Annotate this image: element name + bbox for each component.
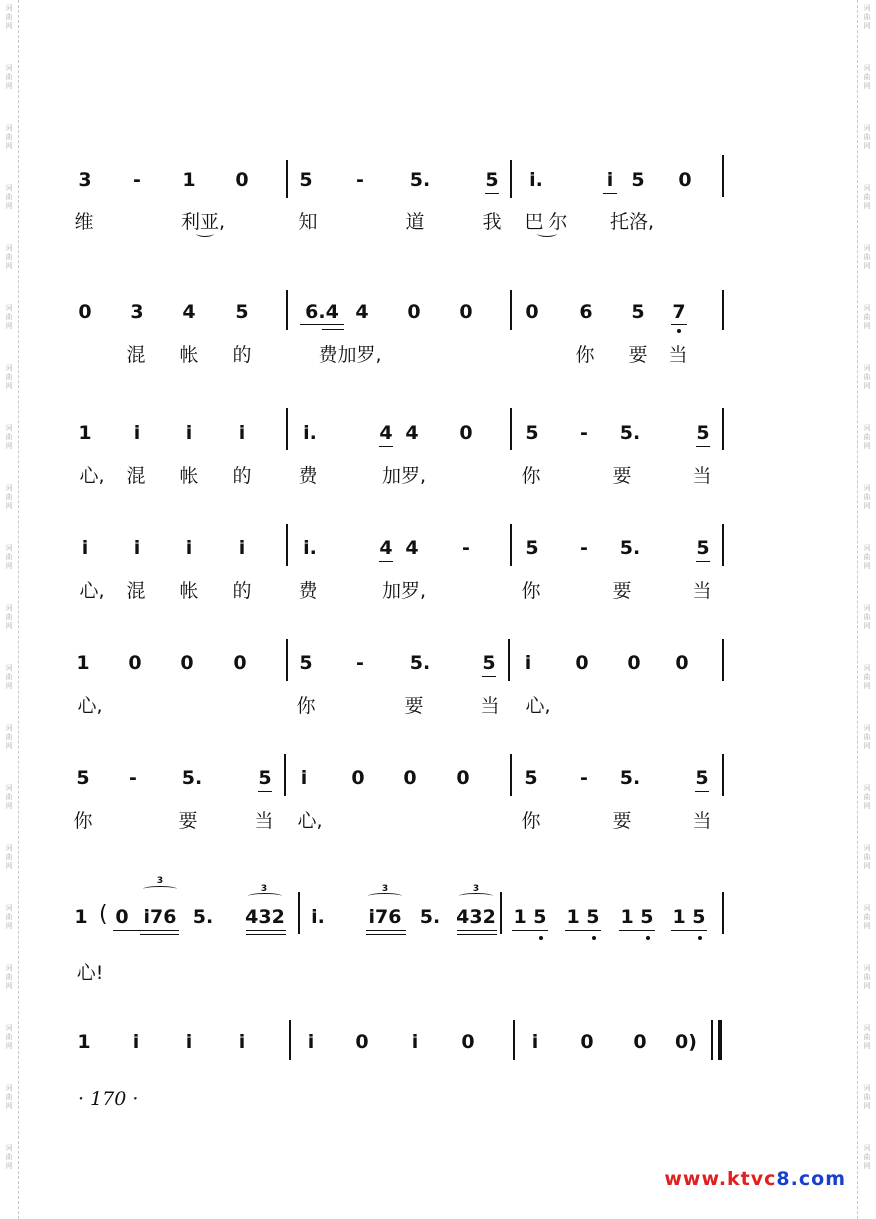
note: 5. [619,537,641,559]
note: i [524,652,532,674]
note: 1 [76,652,90,674]
underline [696,561,710,562]
watermark-text: 词 曲 网 [863,664,871,690]
note-group: i76 [368,906,402,928]
underline [258,791,272,792]
note: 0 [461,1031,475,1053]
note: i [238,1031,246,1053]
underline [366,930,406,931]
note: 3 [130,301,144,323]
right-watermark-strip [857,0,876,1219]
note: i [606,169,614,191]
watermark-text: 词 曲 网 [863,304,871,330]
lyric: 心, [297,810,323,832]
note: 4 [379,537,393,559]
note-group: 432 [456,906,496,928]
watermark-text: 词 曲 网 [863,364,871,390]
note: 0) [675,1031,697,1053]
site-prefix: www. [664,1168,728,1190]
watermark-text: 词 曲 网 [863,244,871,270]
note: i [238,537,246,559]
watermark-text: 词 曲 网 [5,124,13,150]
note: 0 [128,652,142,674]
watermark-text: 词 曲 网 [5,364,13,390]
note: 1 [74,906,88,928]
triplet-mark: 3 [381,884,389,894]
lyric: 要 [178,810,198,832]
underline [366,934,406,935]
barline [722,754,724,796]
note: 0 [525,301,539,323]
lyric: 你 [521,810,541,832]
lyric: 帐 [179,580,199,602]
note: 0 [575,652,589,674]
watermark-text: 词 曲 网 [863,724,871,750]
watermark-text: 词 曲 网 [5,784,13,810]
lyric: 你 [296,695,316,717]
note: 0 [459,301,473,323]
lyric: 要 [628,344,648,366]
watermark-text: 词 曲 网 [5,484,13,510]
triplet-mark: 3 [156,876,164,886]
watermark-text: 词 曲 网 [863,4,871,30]
underline [603,193,617,194]
slur [537,230,557,237]
note: 5 [631,169,645,191]
underline [482,676,496,677]
note: i [185,422,193,444]
note: 0 [235,169,249,191]
watermark-text: 词 曲 网 [5,244,13,270]
note: 3 [78,169,92,191]
lyric: 利亚, [180,211,226,233]
note: 0 [403,767,417,789]
note: i [238,422,246,444]
lyric: 心, [525,695,551,717]
note: 5 [76,767,90,789]
watermark-text: 词 曲 网 [5,904,13,930]
note: 1 [78,422,92,444]
underline [485,193,499,194]
note-pair: 1 5 [566,906,600,928]
dash: - [580,422,588,444]
underline [671,930,707,931]
lyric: 托洛, [609,211,655,233]
barline [286,639,288,681]
lyric: 帐 [179,465,199,487]
barline [500,892,502,934]
underline [512,930,548,931]
watermark-text: 词 曲 网 [863,904,871,930]
barline [711,1020,713,1060]
lyric: 当 [692,465,712,487]
note: 5 [235,301,249,323]
watermark-text: 词 曲 网 [5,604,13,630]
note: 5 [631,301,645,323]
barline [722,155,724,197]
lyric: 当 [692,810,712,832]
lyric: 道 [405,211,425,233]
barline [286,408,288,450]
underline [565,930,601,931]
dash: - [356,169,364,191]
lyric: 尔 [548,211,568,233]
watermark-text: 词 曲 网 [5,304,13,330]
lyric: 心, [79,465,105,487]
note: 4 [379,422,393,444]
note: i [133,537,141,559]
watermark-text: 词 曲 网 [5,184,13,210]
note: i [531,1031,539,1053]
lyric: 当 [668,344,688,366]
watermark-text: 词 曲 网 [863,424,871,450]
low-dot [539,936,543,940]
watermark-text: 词 曲 网 [863,964,871,990]
lyric: 要 [612,580,632,602]
barline [508,639,510,681]
underline [140,934,179,935]
barline [510,524,512,566]
note: 5 [696,422,710,444]
watermark-text: 词 曲 网 [863,1144,871,1170]
watermark-text: 词 曲 网 [863,544,871,570]
note: 0 [351,767,365,789]
watermark-text: 词 曲 网 [5,64,13,90]
site-watermark [664,1168,846,1190]
note-pair: 1 5 [620,906,654,928]
lyric: 帐 [179,344,199,366]
lyric: 加罗, [381,580,427,602]
note: 7 [672,301,686,323]
lyric: 我 [482,211,502,233]
lyric: 你 [521,580,541,602]
underline [695,791,709,792]
note: 5 [485,169,499,191]
watermark-text: 词 曲 网 [5,844,13,870]
note: 6 [579,301,593,323]
note: 1 [77,1031,91,1053]
lyric: 你 [73,810,93,832]
slur [196,230,214,237]
note: i [185,537,193,559]
barline [722,524,724,566]
note: i [300,767,308,789]
watermark-text: 词 曲 网 [5,664,13,690]
watermark-text: 词 曲 网 [863,124,871,150]
barline [722,408,724,450]
note: 4 [182,301,196,323]
dash: - [129,767,137,789]
note: i [185,1031,193,1053]
site-suffix: .com [790,1168,846,1190]
watermark-text: 词 曲 网 [863,604,871,630]
watermark-text: 词 曲 网 [863,784,871,810]
watermark-text: 词 曲 网 [5,1024,13,1050]
note: 5 [525,537,539,559]
watermark-text: 词 曲 网 [5,724,13,750]
note: 6.4 [305,301,339,323]
underline [322,329,344,330]
lyric: 的 [232,580,252,602]
barline [289,1020,291,1060]
dash: - [133,169,141,191]
barline [286,160,288,198]
note: 5. [192,906,214,928]
watermark-text: 词 曲 网 [5,964,13,990]
note: 5. [619,422,641,444]
note: 5. [409,169,431,191]
watermark-text: 词 曲 网 [863,64,871,90]
note: i [411,1031,419,1053]
barline [722,892,724,934]
triplet-bow [248,893,282,899]
lyric: 要 [612,465,632,487]
page-number: · 170 · [78,1088,139,1110]
triplet-bow [368,893,402,899]
triplet-mark: 3 [472,884,480,894]
triplet-bow [459,893,493,899]
dash: - [580,767,588,789]
dash: - [356,652,364,674]
watermark-text: 词 曲 网 [863,844,871,870]
underline [619,930,655,931]
underline [457,930,497,931]
note: 5 [258,767,272,789]
lyric: 费 [298,580,318,602]
underline [379,446,393,447]
watermark-text: 词 曲 网 [863,184,871,210]
lyric: 当 [480,695,500,717]
underline [246,934,286,935]
lyric: 巴 [524,211,544,233]
underline [671,324,687,325]
left-watermark-strip [0,0,19,1219]
final-barline [718,1020,722,1060]
watermark-text: 词 曲 网 [5,4,13,30]
note: 0 [633,1031,647,1053]
dash: - [580,537,588,559]
site-name: ktvc [727,1168,777,1190]
note: 5. [419,906,441,928]
note: 5 [524,767,538,789]
note: 0 [627,652,641,674]
site-number: 8 [776,1168,791,1190]
note: 5 [695,767,709,789]
note: 0 [115,906,129,928]
note: 5. [409,652,431,674]
lyric: 费 [298,465,318,487]
note: 5 [299,652,313,674]
low-dot [592,936,596,940]
lyric: 心, [79,580,105,602]
note: i [81,537,89,559]
lyric: 你 [575,344,595,366]
note: 0 [407,301,421,323]
watermark-text: 词 曲 网 [5,1084,13,1110]
lyric: 维 [74,211,94,233]
note: 0 [675,652,689,674]
note: 0 [678,169,692,191]
underline [457,934,497,935]
lyric: 混 [126,344,146,366]
note: 5 [696,537,710,559]
lyric: 的 [232,344,252,366]
underline [113,930,179,931]
note: i. [529,169,543,191]
dash: - [462,537,470,559]
note-group: 432 [245,906,285,928]
note: i [133,422,141,444]
watermark-text: 词 曲 网 [863,1024,871,1050]
barline [722,290,724,330]
note: 4 [405,422,419,444]
lyric: 混 [126,465,146,487]
lyric: 要 [612,810,632,832]
lyric: 心! [76,962,104,984]
barline [284,754,286,796]
lyric: 你 [521,465,541,487]
open-paren: ( [99,902,108,927]
note: 5 [299,169,313,191]
watermark-text: 词 曲 网 [5,1144,13,1170]
note: i. [303,537,317,559]
barline [722,639,724,681]
lyric: 混 [126,580,146,602]
underline [246,930,286,931]
lyric: 加罗, [381,465,427,487]
barline [510,408,512,450]
low-dot [677,329,681,333]
note: 0 [233,652,247,674]
lyric: 的 [232,465,252,487]
note: i. [303,422,317,444]
low-dot [646,936,650,940]
underline [379,561,393,562]
note: 0 [459,422,473,444]
barline [510,160,512,198]
note: 5. [181,767,203,789]
watermark-text: 词 曲 网 [863,484,871,510]
lyric: 费加罗, [318,344,382,366]
note: i [307,1031,315,1053]
watermark-text: 词 曲 网 [5,544,13,570]
lyric: 心, [77,695,103,717]
note: 5 [482,652,496,674]
low-dot [698,936,702,940]
note: 0 [355,1031,369,1053]
note: 0 [580,1031,594,1053]
watermark-text: 词 曲 网 [863,1084,871,1110]
note: 0 [78,301,92,323]
note: 0 [180,652,194,674]
note: 4 [405,537,419,559]
underline [300,324,344,325]
triplet-bow [143,886,177,892]
underline [696,446,710,447]
barline [513,1020,515,1060]
barline [510,754,512,796]
note: 4 [355,301,369,323]
barline [286,290,288,330]
note: 0 [456,767,470,789]
lyric: 要 [404,695,424,717]
lyric: 知 [298,211,318,233]
lyric: 当 [254,810,274,832]
note: 1 [182,169,196,191]
triplet-mark: 3 [260,884,268,894]
watermark-text: 词 曲 网 [5,424,13,450]
note: 5 [525,422,539,444]
barline [298,892,300,934]
note-pair: 1 5 [672,906,706,928]
barline [286,524,288,566]
note-group: i76 [143,906,177,928]
note: i [132,1031,140,1053]
note: i. [311,906,325,928]
note: 5. [619,767,641,789]
lyric: 当 [692,580,712,602]
note-pair: 1 5 [513,906,547,928]
barline [510,290,512,330]
